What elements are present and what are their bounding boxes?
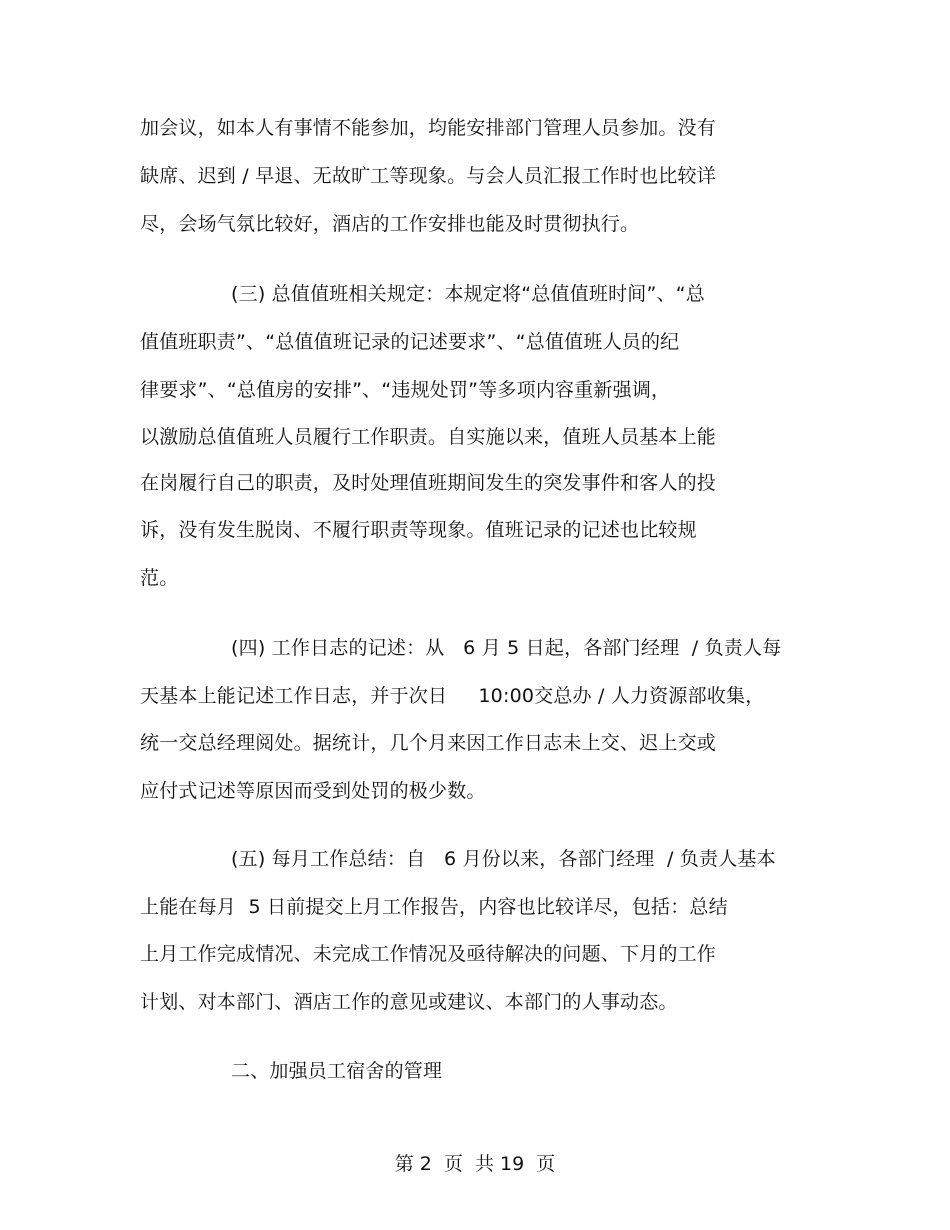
text-line: 计划、对本部门、酒店工作的意见或建议、本部门的人事动态。 [140, 991, 678, 1013]
text-line: 上月工作完成情况、未完成工作情况及亟待解决的问题、下月的工作 [140, 943, 717, 965]
page-number-footer: 第 2 页 共 19 页 [394, 1153, 556, 1175]
text-line: 加会议，如本人有事情不能参加，均能安排部门管理人员参加。没有 [140, 117, 717, 139]
text-line: (四) 工作日志的记述：从 6 月 5 日起，各部门经理 / 负责人每 [231, 637, 782, 659]
text-line: 缺席、迟到 / 早退、无故旷工等现象。与会人员汇报工作时也比较详 [140, 165, 716, 187]
text-line: 天基本上能记述工作日志，并于次日 10:00交总办 / 人力资源部收集， [140, 685, 765, 707]
text-line: 以激励总值值班人员履行工作职责。自实施以来，值班人员基本上能 [140, 426, 717, 448]
text-line: 在岗履行自己的职责，及时处理值班期间发生的突发事件和客人的投 [140, 472, 717, 494]
text-line: 范。 [140, 567, 179, 589]
text-line: 上能在每月 5 日前提交上月工作报告，内容也比较详尽，包括：总结 [140, 896, 728, 918]
text-line: (三) 总值值班相关规定：本规定将“总值值班时间”、“总 [231, 283, 705, 305]
text-line: 值值班职责”、“总值值班记录的记述要求”、“总值值班人员的纪 [140, 331, 680, 353]
text-line: 律要求”、“总值房的安排”、“违规处罚”等多项内容重新强调， [140, 379, 671, 401]
text-line: 统一交总经理阅处。据统计，几个月来因工作日志未上交、迟上交或 [140, 732, 717, 754]
text-line: 尽，会场气氛比较好，酒店的工作安排也能及时贯彻执行。 [140, 213, 640, 235]
text-line: (五) 每月工作总结：自 6 月份以来，各部门经理 / 负责人基本 [231, 848, 776, 870]
text-line: 应付式记述等原因而受到处罚的极少数。 [140, 780, 486, 802]
heading-line: 二、加强员工宿舍的管理 [231, 1060, 443, 1082]
text-line: 诉，没有发生脱岗、不履行职责等现象。值班记录的记述也比较规 [140, 519, 697, 541]
